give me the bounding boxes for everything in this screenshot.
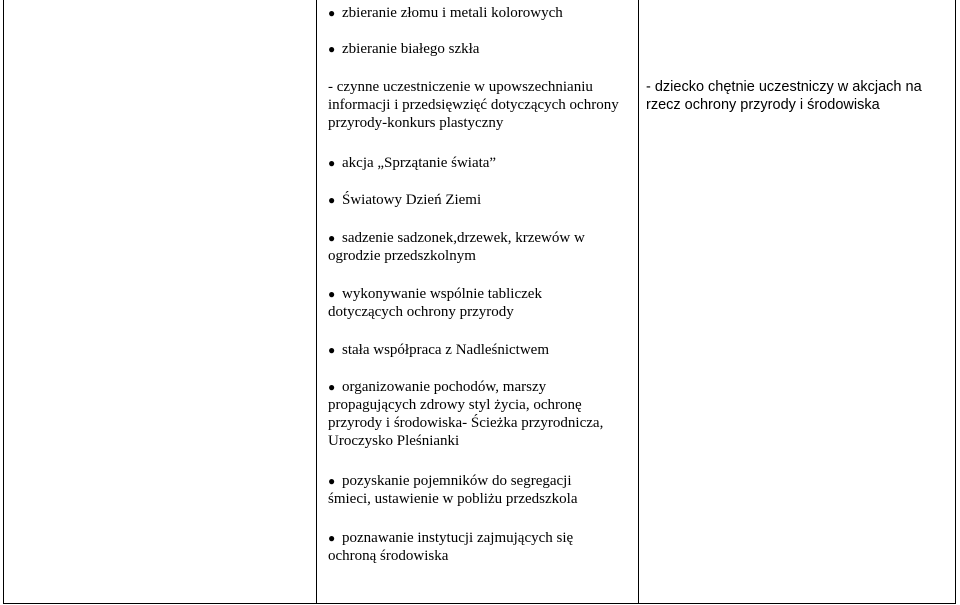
- bullet-icon: ●: [328, 156, 336, 170]
- outcome-text: - dziecko chętnie uczestniczy w akcjach na rzecz ochrony przyrody i środowiska: [646, 79, 922, 113]
- list-item: - czynne uczestniczenie w upowszechnianiu informacji i przedsięwzięć dotyczących ochrony przyrody-konkurs plastyczny: [328, 79, 619, 131]
- bullet-icon: ●: [328, 6, 336, 20]
- bullet-icon: ●: [328, 42, 336, 56]
- bullet-icon: ●: [328, 287, 336, 301]
- cell-right: [646, 78, 946, 114]
- cell-left: [4, 0, 316, 603]
- list-item: ● sadzenie sadzonek,drzewek, krzewów w ogrodzie przedszkolnym: [328, 230, 585, 264]
- list-item: ● organizowanie pochodów, marszy propagujących zdrowy styl życia, ochronę przyrody i środowiska- Ścieżka przyrodnicza, Uroczysko Pleśnianki: [328, 379, 604, 449]
- bullet-icon: ●: [328, 343, 336, 357]
- list-item: ● poznawanie instytucji zajmujących się ochroną środowiska: [328, 530, 574, 564]
- list-item: ● Światowy Dzień Ziemi: [328, 192, 482, 208]
- table-divider-1: [316, 0, 317, 604]
- bullet-icon: ●: [328, 474, 336, 488]
- table-divider-2: [638, 0, 639, 604]
- table-border-right: [955, 0, 956, 604]
- list-item: ● akcja „Sprzątanie świata”: [328, 155, 497, 171]
- bullet-icon: ●: [328, 380, 336, 394]
- list-item: ● stała współpraca z Nadleśnictwem: [328, 342, 550, 358]
- list-item: ● wykonywanie wspólnie tabliczek dotyczących ochrony przyrody: [328, 286, 542, 320]
- bullet-icon: ●: [328, 193, 336, 207]
- bullet-icon: ●: [328, 531, 336, 545]
- list-item: ● pozyskanie pojemników do segregacji śmieci, ustawienie w pobliżu przedszkola: [328, 473, 578, 507]
- bullet-icon: ●: [328, 231, 336, 245]
- list-item: ● zbieranie złomu i metali kolorowych: [328, 5, 563, 21]
- list-item: ● zbieranie białego szkła: [328, 41, 480, 57]
- table-border-bottom: [3, 603, 956, 604]
